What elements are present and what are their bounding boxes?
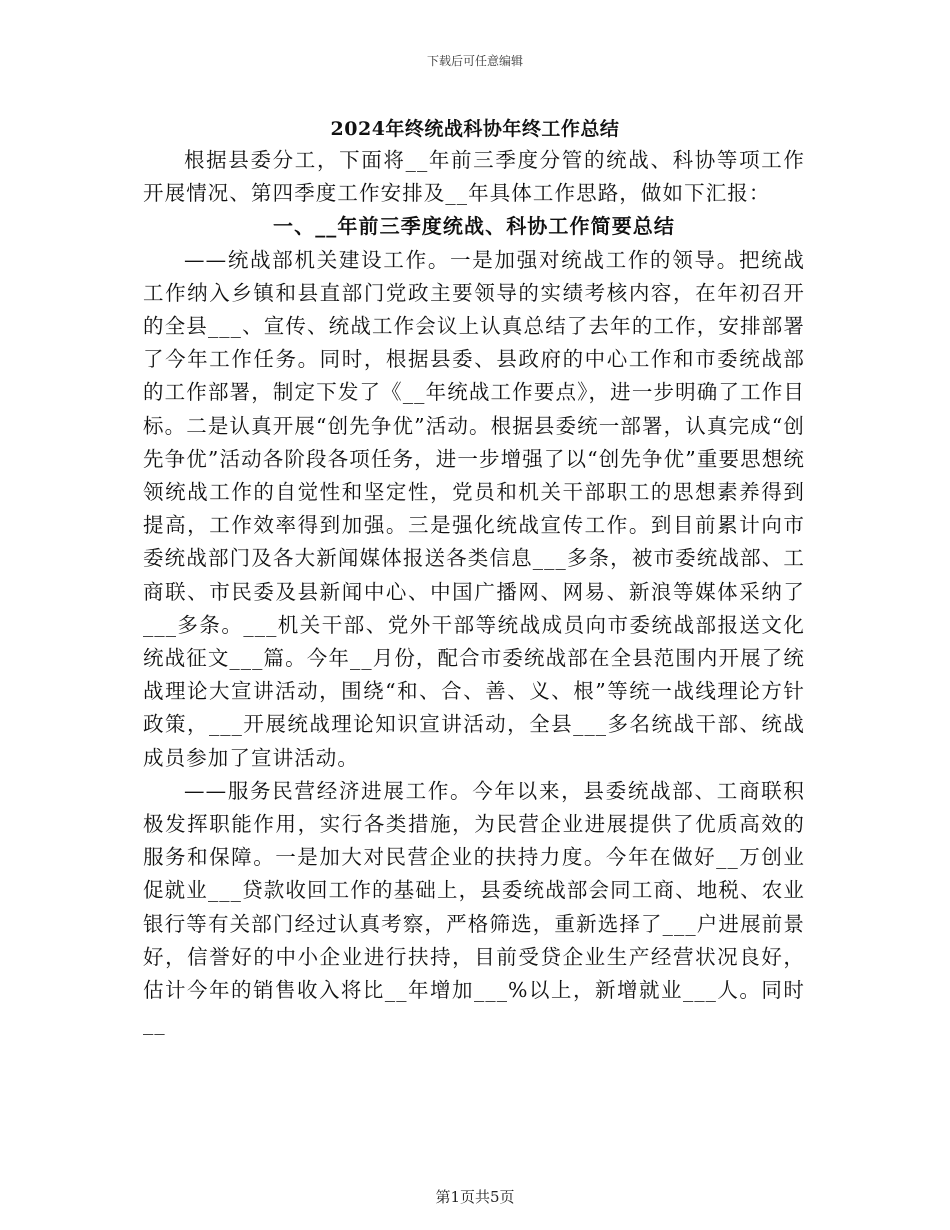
body-paragraph-private-economy: ——服务民营经济进展工作。今年以来，县委统战部、工商联积极发挥职能作用，实行各类措施，为民营企业进展提供了优质高效的服务和保障。一是加大对民营企业的扶持力度。今年在做好__万创业促就业___贷款收回工作的基础上，县委统战部会同工商、地税、农业银行等有关部门经过认真考察，严格筛选，重新选择了___户进展前景好，信誉好的中小企业进行扶持，目前受贷企业生产经营状况良好，估计今年的销售收入将比__年增加___%以上，新增就业___人。同时__ <box>143 778 805 1036</box>
document-body <box>143 144 805 1040</box>
document-title: 2024年终统战科协年终工作总结 <box>330 118 620 140</box>
header-note: 下载后可任意编辑 <box>426 54 523 68</box>
page-number: 第1页共5页 <box>435 1188 515 1206</box>
section-heading: 一、__年前三季度统战、科协工作简要总结 <box>273 214 675 239</box>
intro-paragraph: 根据县委分工，下面将__年前三季度分管的统战、科协等项工作开展情况、第四季度工作安排及__年具体工作思路，做如下汇报： <box>143 148 805 206</box>
body-paragraph-united-front: ——统战部机关建设工作。一是加强对统战工作的领导。把统战工作纳入乡镇和县直部门党政主要领导的实绩考核内容，在年初召开的全县___、宣传、统战工作会议上认真总结了去年的工作，安排部署了今年工作任务。同时，根据县委、县政府的中心工作和市委统战部的工作部署，制定下发了《__年统战工作要点》，进一步明确了工作目标。二是认真开展“创先争优”活动。根据县委统一部署，认真完成“创先争优”活动各阶段各项任务，进一步增强了以“创先争优”重要思想统领统战工作的自觉性和坚定性，党员和机关干部职工的思想素养得到提高，工作效率得到加强。三是强化统战宣传工作。到目前累计向市委统战部门及各大新闻媒体报送各类信息___多条，被市委统战部、工商联、市民委及县新闻中心、中国广播网、网易、新浪等媒体采纳了___多条。___机关干部、党外干部等统战成员向市委统战部报送文化统战征文___篇。今年__月份，配合市委统战部在全县范围内开展了统战理论大宣讲活动，围绕“和、合、善、义、根”等统一战线理论方针政策，___开展统战理论知识宣讲活动，全县___多名统战干部、统战成员参加了宣讲活动。 <box>143 247 805 770</box>
